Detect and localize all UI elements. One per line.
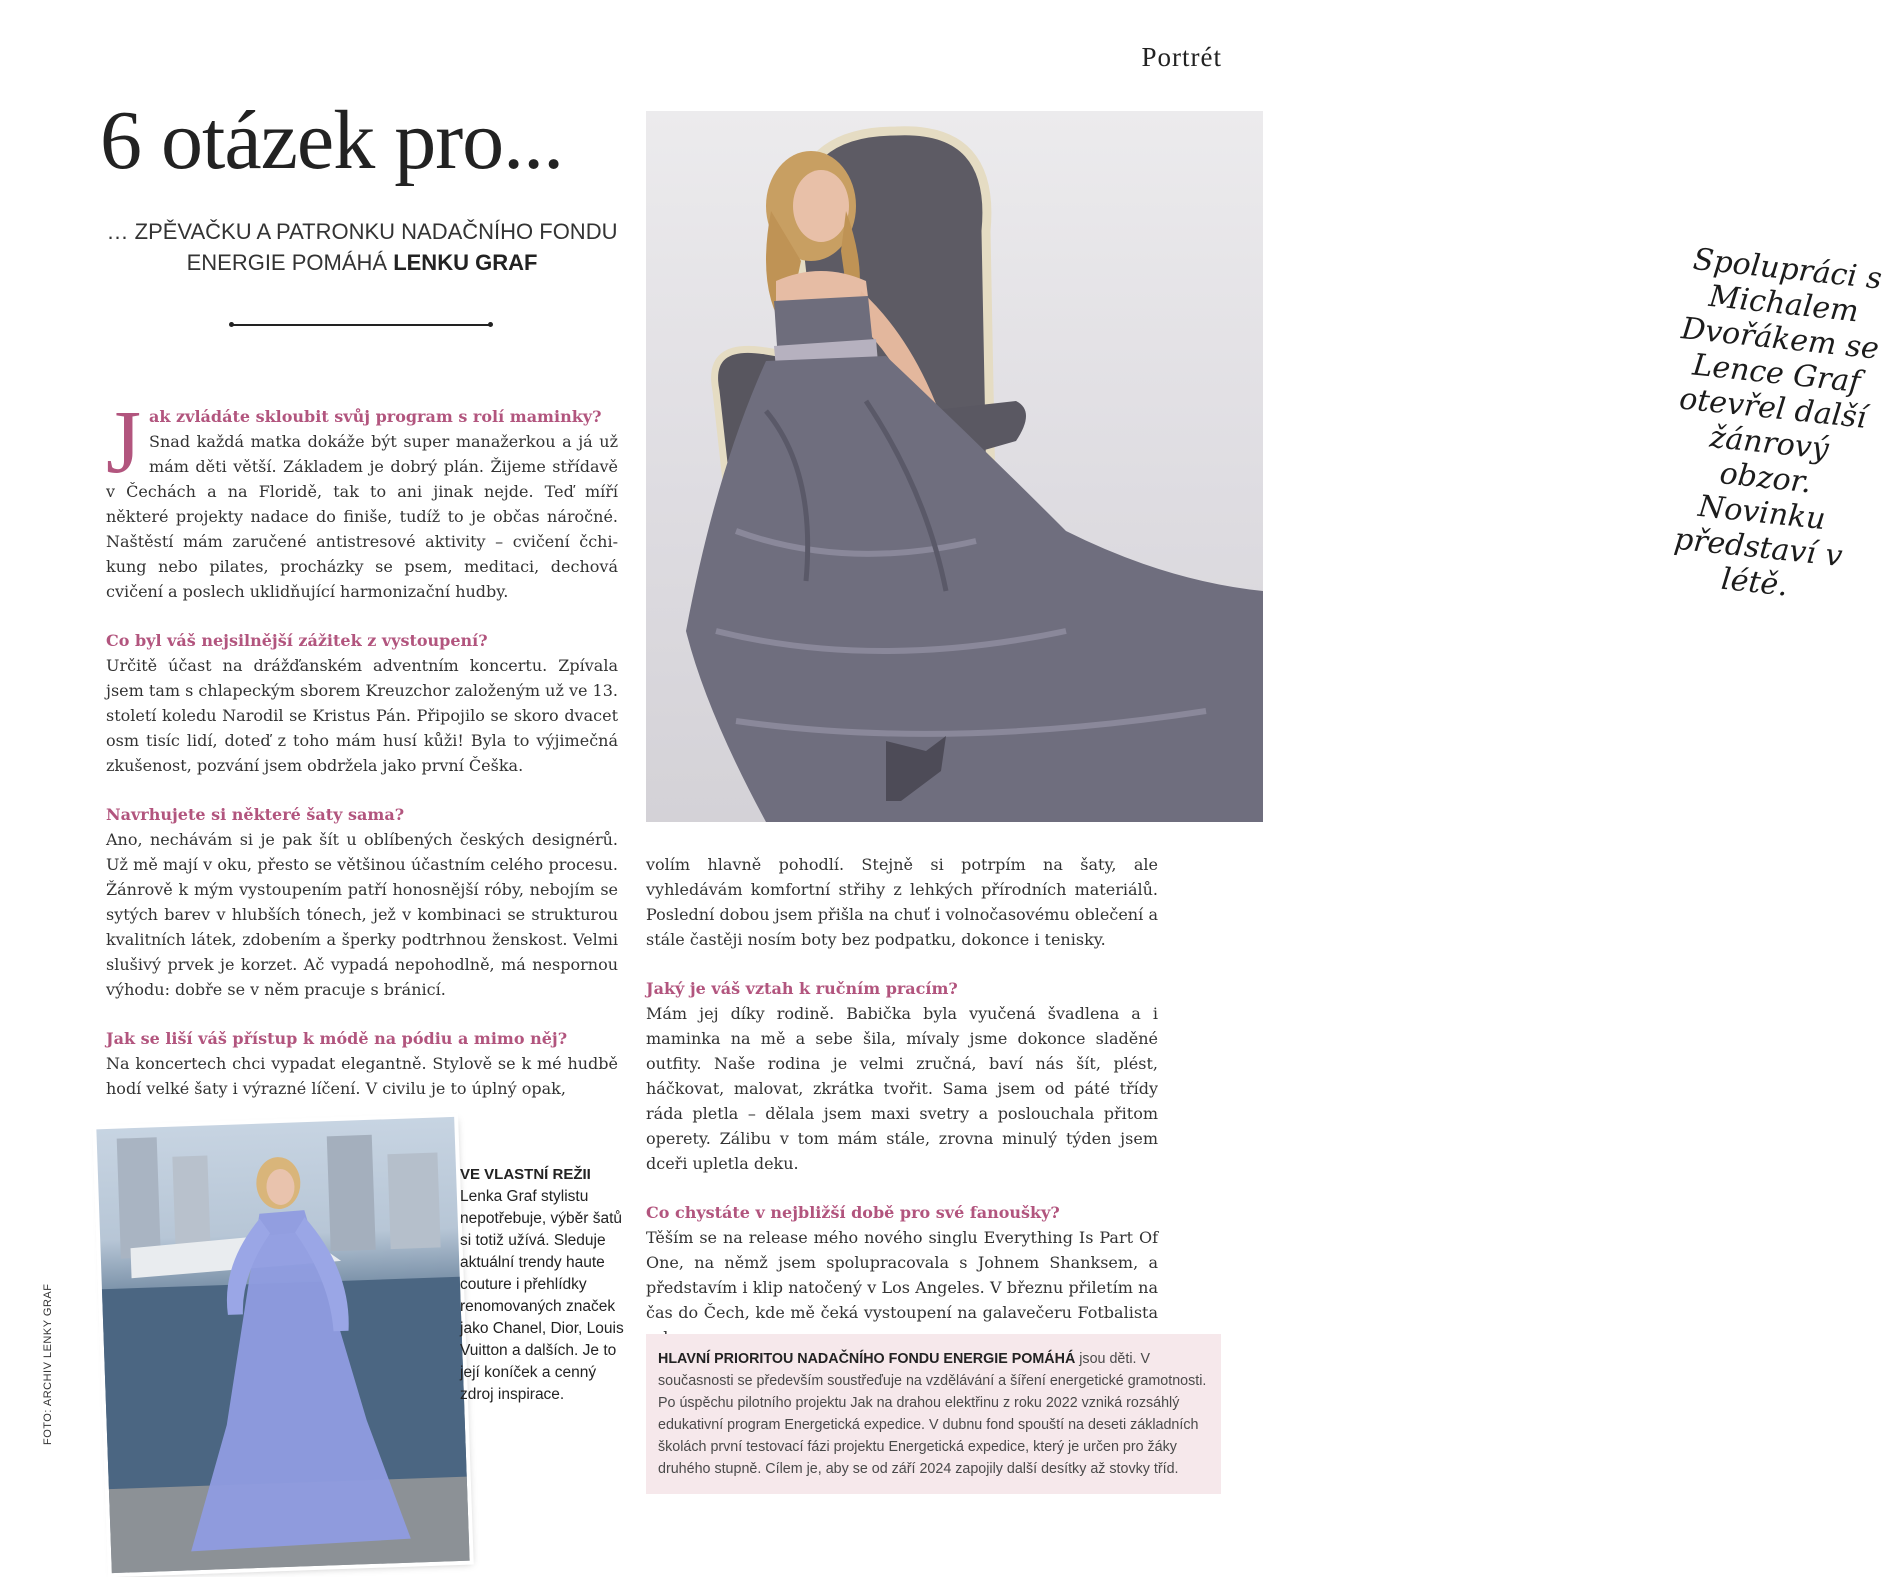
question: Jaký je váš vztah k ručním pracím?: [646, 979, 958, 998]
answer: Určitě účast na drážďanském adventním koncertu. Zpívala jsem tam s chlapeckým sborem Kreuzchor založeným už ve 13. století koledu Narodil se Kristus Pán. Připojilo se skoro dvacet osm tisíc lidí, doteď z toho mám husí kůži! Byla to výjimečná zkušenost, pozvání jsem obdržela jako první Češka.: [106, 656, 618, 775]
divider: [232, 324, 490, 326]
article-left-column: [106, 393, 618, 1101]
secondary-photo: [96, 1117, 469, 1573]
info-box: [646, 1334, 1221, 1494]
subtitle: [106, 216, 618, 278]
answer: Snad každá matka dokáže být super manažerkou a já už mám děti větší. Základem je dobrý plán. Žijeme střídavě v Čechách a na Floridě, tak to ani jinak nejde. Teď míří některé projekty nadace do finiše, tudíž to je občas náročné. Naštěstí mám zaručené antistresové aktivity – cvičení čchi-kung nebo pilates, procházky se psem, meditaci, dechová cvičení a poslech uklidňující harmonizační hudby.: [106, 432, 618, 601]
headline: 6 otázek pro...: [100, 94, 564, 187]
main-photo: [646, 111, 1884, 822]
qa-item: [106, 1026, 618, 1101]
photo-quote: Spolupráci s Michalem Dvořákem se Lence Graf otevřel další žánrový obzor. Novinku představí v létě.: [1672, 242, 1884, 604]
gown-illustration: [646, 111, 1263, 822]
answer: Těším se na release mého nového singlu Everything Is Part Of One, na němž jsem spolupracovala s Johnem Shanksem, a představím i klip natočený v Los Angeles. V březnu přiletím na čas do Čech, kde mě čeká vystoupení na galavečeru Fotbalista: [646, 1228, 1158, 1322]
qa-item: [106, 393, 618, 604]
question: ak zvládáte skloubit svůj program s rolí maminky?: [149, 407, 602, 426]
qa-item: [106, 802, 618, 1002]
info-box-lead: HLAVNÍ PRIORITOU NADAČNÍHO FONDU ENERGIE POMÁHÁ: [658, 1351, 1076, 1367]
subtitle-name: LENKU GRAF: [393, 250, 538, 275]
subtitle-lead: … ZPĚVAČKU A PATRONKU NADAČNÍHO FONDU ENERGIE POMÁHÁ: [106, 219, 618, 275]
answer: Na koncertech chci vypadat elegantně. Stylově se k mé hudbě hodí velké šaty i výrazné líčení. V civilu je to úplný opak,: [106, 1054, 618, 1098]
qa-item: [646, 976, 1158, 1176]
drop-cap: J: [106, 393, 142, 492]
answer-continuation: volím hlavně pohodlí. Stejně si potrpím na šaty, ale vyhledávám komfortní střihy z lehkých přírodních materiálů. Poslední dobou jsem přišla na chuť i volnočasovému oblečení a stále častěji nosím boty bez podpatku, dokonce i tenisky.: [646, 855, 1158, 949]
photo-credit: FOTO: ARCHIV LENKY GRAF: [42, 1283, 54, 1445]
article-right-column: [646, 852, 1158, 1350]
info-box-text: jsou děti. V současnosti se především soustřeďuje na vzdělávání a šíření energetické gramotnosti. Po úspěchu pilotního projektu Jak na drahou elektřinu z roku 2022 vzniká rozsáhlý edukativní program Energetická expedice. V dubnu fond spouští na deseti základních školách první testovací fázi projektu Energetická expedice, který je určen pro žáky druhého stupně. Cílem je, aby se od září 2024 zapojily další desítky až stovky tříd.: [658, 1351, 1207, 1477]
harbor-illustration: [96, 1117, 469, 1573]
question: Co chystáte v nejbližší době pro své fanoušky?: [646, 1203, 1060, 1222]
section-label: Portrét: [1141, 42, 1222, 72]
photo-caption: [460, 1164, 630, 1406]
question: Navrhujete si některé šaty sama?: [106, 805, 405, 824]
answer: Mám jej díky rodině. Babička byla vyučená švadlena a i maminka na mě a sebe šila, mívaly jsme dokonce sladěné outfity. Naše rodina je velmi zručná, baví nás šít, plést, háčkovat, malovat, zkrátka tvořit. Sama jsem od páté třídy ráda pletla – dělala jsem maxi svetry a poslouchala přitom operety. Zálibu v tom mám stále, zrovna minulý týden jsem dceři upletla deku.: [646, 1004, 1158, 1173]
qa-item: [106, 628, 618, 778]
caption-title: VE VLASTNÍ REŽII: [460, 1166, 591, 1183]
answer: Ano, nechávám si je pak šít u oblíbených českých designérů. Už mě mají v oku, přesto se většinou účastním celého procesu. Žánrově k mým vystoupením patří honosnější róby, nebojím se sytých barev v hlubších tónech, jež v kombinaci se strukturou kvalitních látek, zdobením a šperky podtrhnou ženskost. Velmi slušivý prvek je korzet. Ač vypadá nepohodlně, má nespornou výhodu: dobře se v něm pracuje s bránicí.: [106, 830, 618, 999]
qa-item: [646, 1200, 1158, 1350]
question: Jak se liší váš přístup k módě na pódiu a mimo něj?: [106, 1029, 568, 1048]
question: Co byl váš nejsilnější zážitek z vystoupení?: [106, 631, 488, 650]
caption-text: Lenka Graf stylistu nepotřebuje, výběr šatů si totiž užívá. Sleduje aktuální trendy haute couture i přehlídky renomovaných značek jako Chanel, Dior, Louis Vuitton a dalších. Je to její koníček a cenný zdroj inspirace.: [460, 1188, 624, 1403]
